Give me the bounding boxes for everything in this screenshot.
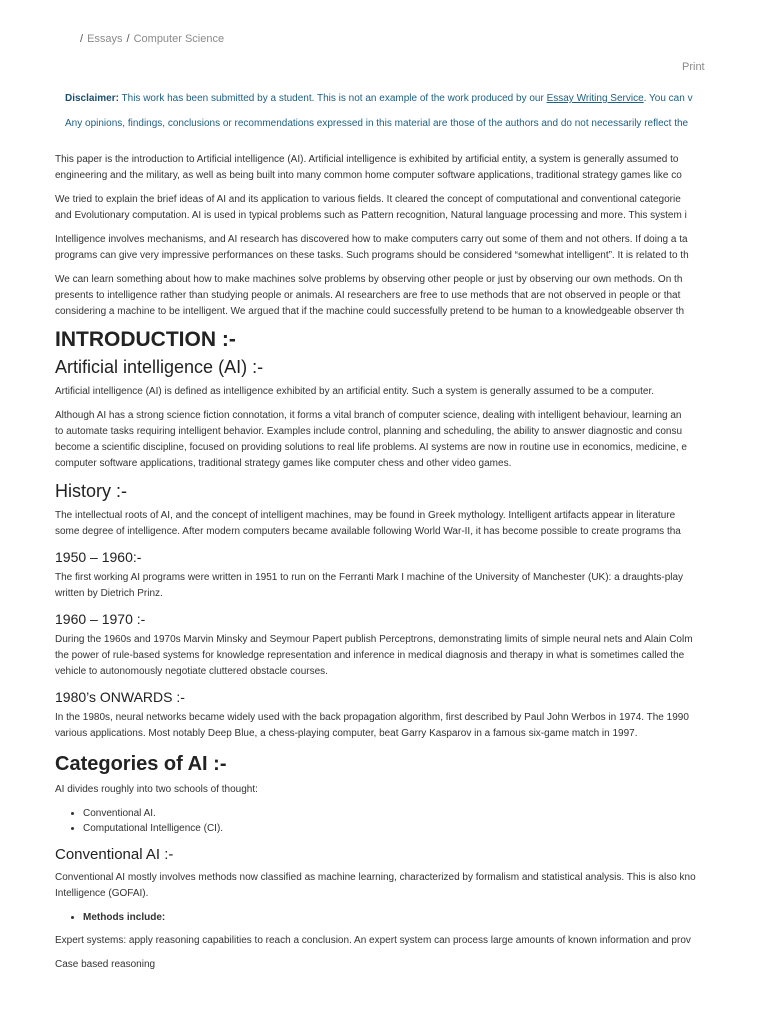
disclaimer-text: This work has been submitted by a student. This is not an example of the work produced by our [121,93,547,104]
intro-paragraph [55,192,768,224]
conventional-ai-paragraph [55,870,768,902]
breadcrumb [76,33,224,45]
categories-list [55,806,768,836]
intro-paragraph [55,232,768,264]
article-content [55,152,768,981]
text-line: Intelligence involves mechanisms, and AI research has discovered how to make computers carry out some of them and not others. If doing a ta [55,234,688,245]
heading-1960-1970: 1960 – 1970 :- [55,611,146,627]
breadcrumb-item-essays[interactable]: Essays [87,33,123,45]
intro-paragraphs [55,152,768,320]
text-line: The first working AI programs were written in 1951 to run on the Ferranti Mark I machine of the University of Manchester (UK): a draughts-play [55,572,684,583]
text-line: computer software applications, traditional strategy games like computer chess and other video games. [55,458,512,469]
text-line: We tried to explain the brief ideas of AI and its application to various fields. It cleared the concept of computational and conventional categorie [55,194,681,205]
breadcrumb-separator: / [80,33,84,45]
paragraph-1960-1970 [55,632,768,680]
text-line: the power of rule-based systems for knowledge representation and inference in medical diagnosis and therapy in what is sometimes called the [55,650,685,661]
breadcrumb-item-computer-science[interactable]: Computer Science [133,33,225,45]
text-line: and Evolutionary computation. AI is used in typical problems such as Pattern recognition, Natural language processing and more. This system i [55,210,687,221]
text-line: to automate tasks requiring intelligent behavior. Examples include control, planning and scheduling, the ability to answer diagnostic and consu [55,426,683,437]
disclaimer-line-1 [65,93,693,104]
list-item: • Conventional AI. [83,806,768,821]
text-line: We can learn something about how to make machines solve problems by observing other people or just by observing our own methods. On th [55,274,683,285]
text-line: various applications. Most notably Deep Blue, a chess-playing computer, beat Garry Kasparov in a famous six-game match in 1997. [55,728,638,739]
disclaimer-label: Disclaimer: [65,93,119,104]
text-line: Conventional AI mostly involves methods now classified as machine learning, characterized by formalism and statistical analysis. This is also kno [55,872,696,883]
text-line: Although AI has a strong science fiction connotation, it forms a vital branch of computer science, dealing with intelligent behaviour, learning an [55,410,682,421]
heading-1950-1960: 1950 – 1960:- [55,549,142,565]
text-line: This paper is the introduction to Artificial intelligence (AI). Artificial intelligence is exhibited by artificial entity, a system is generally assumed to [55,154,679,165]
text-line: engineering and the military, as well as being built into many common home computer software applications, traditional strategy games like co [55,170,682,181]
conventional-ai-heading: Conventional AI :- [55,846,174,863]
text-line: Intelligence (GOFAI). [55,888,149,899]
disclaimer-line-2: Any opinions, findings, conclusions or recommendations expressed in this material are those of the authors and do not necessarily reflect the [65,118,689,129]
text-line: written by Dietrich Prinz. [55,588,163,599]
list-item: • Methods include: [83,910,768,925]
paragraph-1980s [55,710,768,742]
list-item: • Computational Intelligence (CI). [83,821,768,836]
disclaimer-text-after: . You can v [643,93,693,104]
ai-heading: Artificial intelligence (AI) :- [55,357,264,377]
disclaimer-box [56,84,768,140]
breadcrumb-separator: / [126,33,130,45]
text-line: some degree of intelligence. After modern computers became available following World War-II, it has become possible to create programs tha [55,526,681,537]
text-line: presents to intelligence rather than studying people or animals. AI researchers are free to use methods that are not observed in people or that [55,290,681,301]
history-paragraph [55,508,768,540]
case-based-reasoning-paragraph: Case based reasoning [55,959,156,970]
text-line: In the 1980s, neural networks became widely used with the back propagation algorithm, first described by Paul John Werbos in 1974. The 1990 [55,712,689,723]
intro-paragraph [55,152,768,184]
methods-list [55,910,768,925]
text-line: programs can give very impressive performances on these tasks. Such programs should be considered “somewhat intelligent”. It is related to th [55,250,689,261]
text-line: become a scientific discipline, focused on providing solutions to real life problems. AI systems are now in routine use in economics, medicine, e [55,442,687,453]
categories-heading: Categories of AI :- [55,753,227,775]
heading-1980s-onwards: 1980’s ONWARDS :- [55,689,185,705]
text-line: Artificial intelligence (AI) is defined as intelligence exhibited by an artificial entity. Such a system is generally assumed to be a computer. [55,386,655,397]
ai-paragraph-1 [55,384,768,400]
print-button[interactable]: Print [682,61,705,73]
categories-paragraph: AI divides roughly into two schools of thought: [55,784,258,795]
intro-paragraph [55,272,768,320]
expert-systems-paragraph: Expert systems: apply reasoning capabilities to reach a conclusion. An expert system can process large amounts of known information and prov [55,935,691,946]
ai-paragraph-2 [55,408,768,472]
text-line: The intellectual roots of AI, and the concept of intelligent machines, may be found in Greek mythology. Intelligent artifacts appear in literature [55,510,676,521]
essay-writing-service-link[interactable]: Essay Writing Service [546,93,644,104]
introduction-heading: INTRODUCTION :- [55,328,236,351]
text-line: vehicle to autonomously negotiate cluttered obstacle courses. [55,666,328,677]
history-heading: History :- [55,481,127,501]
paragraph-1950-1960 [55,570,768,602]
text-line: considering a machine to be intelligent. We argued that if the machine could successfully pretend to be human to a knowledgeable observer th [55,306,685,317]
text-line: During the 1960s and 1970s Marvin Minsky and Seymour Papert publish Perceptrons, demonstrating limits of simple neural nets and Alain Colm [55,634,693,645]
